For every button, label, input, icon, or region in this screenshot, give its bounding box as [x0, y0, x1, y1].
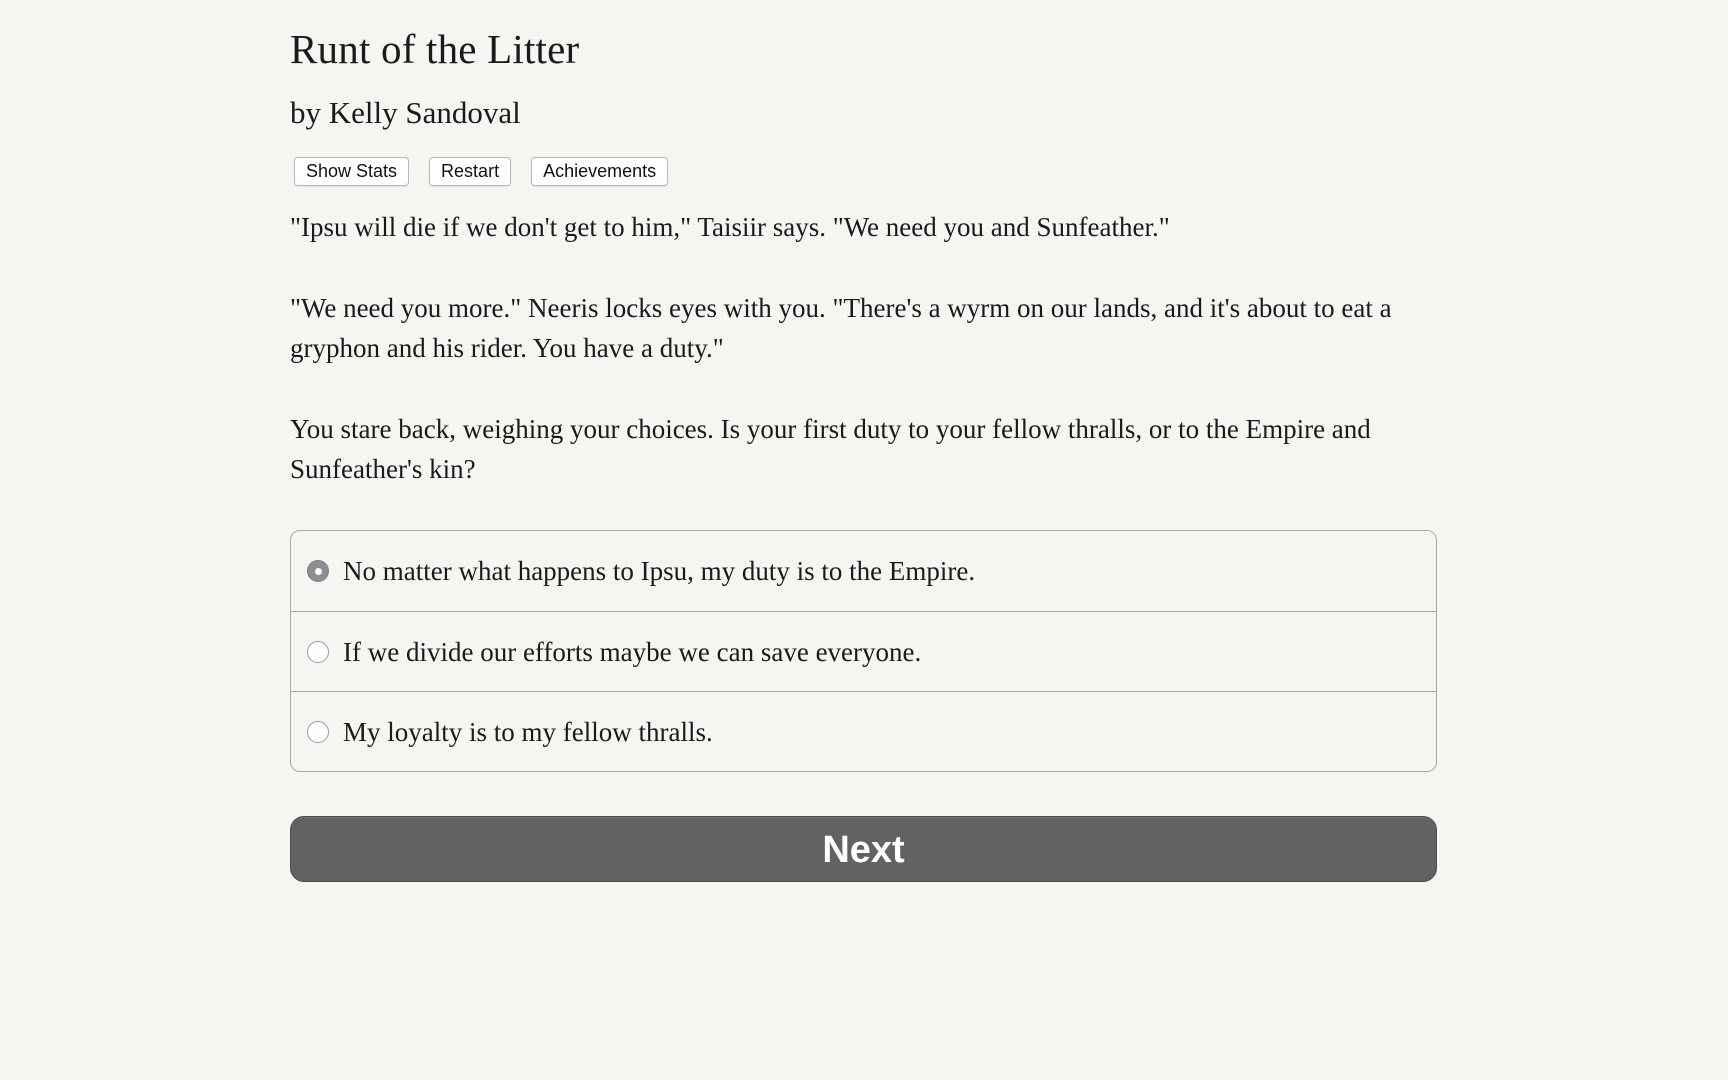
radio-button[interactable] — [307, 641, 329, 663]
story-paragraph: You stare back, weighing your choices. Is your first duty to your fellow thralls, or to the Empire and Sunfeather's kin? — [290, 414, 1371, 484]
story-text — [290, 207, 1437, 489]
choice-option-1[interactable] — [291, 531, 1436, 611]
story-paragraph: "Ipsu will die if we don't get to him," Taisiir says. "We need you and Sunfeather." — [290, 212, 1170, 242]
restart-button[interactable]: Restart — [429, 157, 511, 186]
game-title: Runt of the Litter — [290, 26, 580, 72]
achievements-button[interactable]: Achievements — [531, 157, 668, 186]
radio-dot-icon — [315, 568, 322, 575]
radio-button[interactable] — [307, 721, 329, 743]
choice-option-3[interactable] — [291, 691, 1436, 771]
game-author: by Kelly Sandoval — [290, 95, 521, 130]
show-stats-button[interactable]: Show Stats — [294, 157, 409, 186]
choice-label: No matter what happens to Ipsu, my duty is to the Empire. — [343, 556, 976, 586]
choice-option-2[interactable] — [291, 611, 1436, 691]
choice-label: If we divide our efforts maybe we can save everyone. — [343, 636, 922, 667]
choice-list — [290, 530, 1437, 772]
choice-label: My loyalty is to my fellow thralls. — [343, 716, 713, 747]
game-container — [290, 0, 1437, 882]
story-paragraph: "We need you more." Neeris locks eyes with you. "There's a wyrm on our lands, and it's about to eat a gryphon and his rider. You have a duty." — [290, 293, 1392, 363]
radio-button-selected[interactable] — [307, 560, 329, 582]
next-button[interactable]: Next — [290, 816, 1437, 882]
toolbar — [290, 157, 1437, 187]
